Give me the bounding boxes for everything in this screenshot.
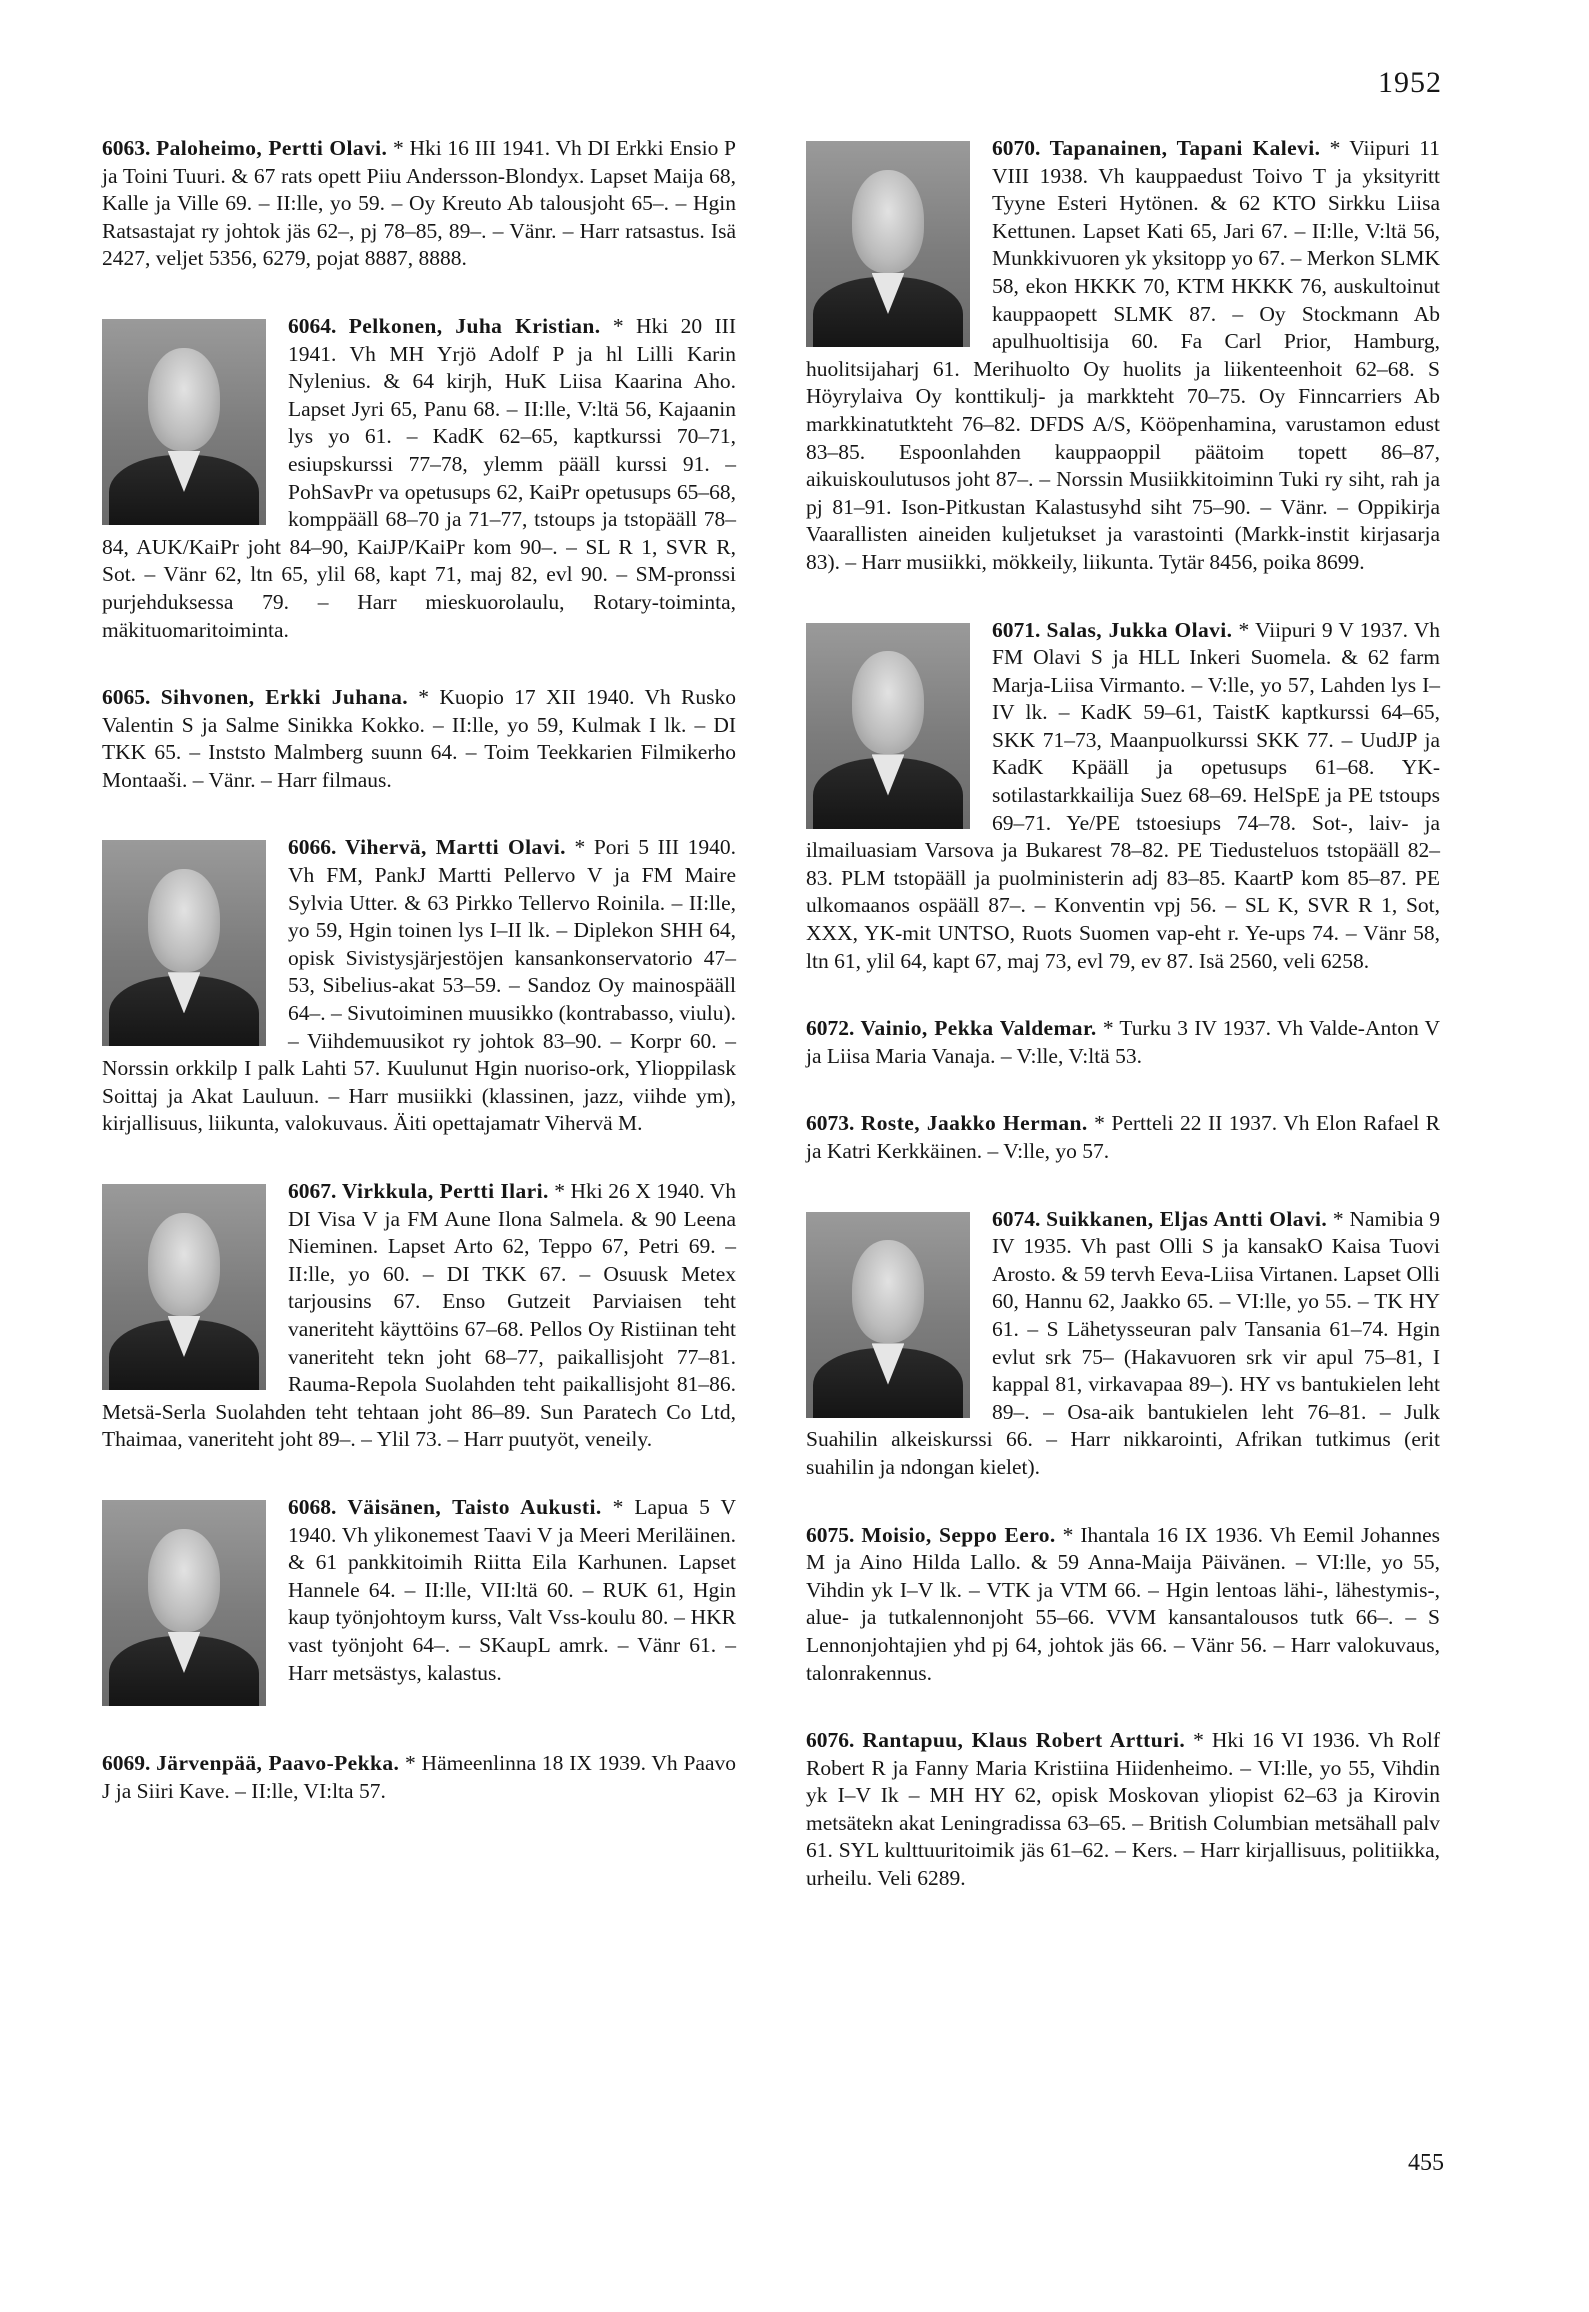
portrait-photo [102,1184,266,1390]
entry-text: * Hämeenlinna 18 IX 1939. Vh Paavo J ja Siiri Kave. – II:lle, VI:lta 57. [102,1750,736,1803]
entry-text: * Hki 16 III 1941. Vh DI Erkki Ensio P ja Toini Tuuri. & 67 rats opett Piiu Andersson-Blondyx. Lapset Maija 68, Kalle ja Ville 69. – II:lle, yo 59. – Oy Kreuto Ab talousjoht 65–. – Hgin Ratsastajat ry johtok jäs 62–, pj 78–85, 89–. – Vänr. – Harr ratsastus. Isä 2427, veljet 5356, 6279, pojat 8887, 8888. [102,136,736,271]
entry-number: 6072. [806,1016,855,1041]
entry-text: * Viipuri 9 V 1937. Vh FM Olavi S ja HLL Inkeri Suomela. & 62 farm Marja-Liisa Virmanto. – V:lle, yo 57, Lahden lys I–IV lk. – KadK 59–61, TaistK kaptkurssi 64–65, SKK 71–73, Maanpuolkurssi SKK 77. – UudJP ja KadK Kpääll ja opetusups 61–68. YK-sotilastarkkailija Suez 68–69. HelSpE ja PE tstoups 69–71. Ye/PE tstoesiups 74–78. Sot-, laiv- ja ilmailuasiam Varsova ja Bukarest 78–82. PE Tiedusteluos tstopääll 82–83. PLM tstopääll ja puolministerin adj 83–85. KaartP kom 85–87. PE ulkomaanos ospääll 87–. – Konventin vpj 56. – SL K, SVR R 1, Sot, XXX, YK-mit UNTSO, Ruots Suomen vap-eht r. Ye-ups 74. – Vänr 58, ltn 61, ylil 64, kapt 67, maj 73, evl 79, ev 87. Isä 2560, veli 6258. [806,617,1440,973]
entry-6066 [102,834,736,1138]
entry-name: Salas, Jukka Olavi. [1046,617,1233,642]
entry-number: 6067. [288,1179,337,1203]
entry-number: 6064. [288,313,337,338]
entry-name: Rantapuu, Klaus Robert Artturi. [862,1728,1186,1753]
portrait-photo [102,840,266,1046]
entry-text: * Pori 5 III 1940. Vh FM, PankJ Martti Pellervo V ja FM Maire Sylvia Utter. & 63 Pirkko Tellervo Roinila. – II:lle, yo 59, Hgin toinen lys I–II lk. – Diplekon SHH 64, opisk Sivistysjärjestöjen kansankonservatorio 47–53, Sibelius-akat 53–59. – Sandoz Oy mainospääll 64–. – Sivutoiminen muusikko (kontrabasso, viulu). – Viihdemuusikot ry johtok 83–90. – Korpr 60. – Norssin orkkilp I palk Lahti 57. Kuulunut Hgin nuoriso-ork, Ylioppilask Soittaj ja Akat Lauluun. – Harr musiikki (klassinen, jazz, viihde ym), kirjallisuus, liikunta, valokuvaus. Äiti opettajamatr Vihervä M. [102,835,737,1136]
entry-text: * Kuopio 17 XII 1940. Vh Rusko Valentin S ja Salme Sinikka Kokko. – II:lle, yo 59, Kulmak I lk. – DI TKK 65. – Inststo Malmberg suunn 64. – Toim Teekkarien Filmikerho Montaaši. – Vänr. – Harr filmaus. [102,685,736,792]
entry-number: 6076. [806,1728,855,1753]
entry-name: Vihervä, Martti Olavi. [344,835,566,860]
entry-text: * Hki 20 III 1941. Vh MH Yrjö Adolf P ja hl Lilli Karin Nylenius. & 64 kirjh, HuK Liisa Kaarina Aho. Lapset Jyri 65, Panu 68. – II:lle, V:ltä 56, Kajaanin lys yo 61. – KadK 62–65, kaptkurssi 70–71, esiupskurssi 77–78, ylemm pääll kurssi 91. – PohSavPr va opetusups 62, KaiPr opetusups 65–68, komppääll 68–70 ja 71–77, tstoups ja tstopääll 78–84, AUK/KaiPr joht 84–90, KaiJP/KaiPr kom 90–. – SL R 1, SVR R, Sot. – Vänr 62, ltn 65, ylil 68, kapt 71, maj 82, evl 90. – SM-pronssi purjehduksessa 79. – Harr mieskuorolaulu, Rotary-toiminta, mäkituomaritoiminta. [102,313,737,642]
entry-text: * Hki 16 VI 1936. Vh Rolf Robert R ja Fanny Maria Kristiina Hiidenheimo. – VI:lle, yo 55, Vihdin yk I–V Ik – MH HY 62, opisk Moskovan yliopist 62–63 ja Kirovin metsätekn akat Leningradissa 63–65. – British Columbian metsähall palv 61. SYL kulttuuritoimik jäs 61–62. – Kers. – Harr kirjallisuus, politiikka, urheilu. Veli 6289. [806,1728,1441,1891]
entry-number: 6070. [992,136,1041,160]
entry-number: 6068. [288,1494,337,1519]
entry-text: * Turku 3 IV 1937. Vh Valde-Anton V ja Liisa Maria Vanaja. – V:lle, V:ltä 53. [806,1016,1440,1068]
entry-number: 6071. [992,617,1041,642]
entry-text: * Lapua 5 V 1940. Vh ylikonemest Taavi V ja Meeri Meriläinen. & 61 pankkitoimih Riitta Eila Karhunen. Lapset Hannele 64. – II:lle, VII:ltä 60. – RUK 61, Hgin kaup työnjohtoym kurss, Valt Vss-koulu 80. – HKR vast työnjoht 64–. – SKaupL amrk. – Vänr 61. – Harr metsästys, kalastus. [288,1494,736,1685]
left-column [102,135,736,1845]
entry-name: Virkkula, Pertti Ilari. [341,1179,549,1203]
right-column [806,135,1440,1933]
entry-number: 6069. [102,1750,151,1775]
entry-name: Väisänen, Taisto Aukusti. [347,1494,602,1519]
entry-number: 6066. [288,835,337,860]
entry-name: Vainio, Pekka Valdemar. [860,1016,1097,1041]
entry-name: Pelkonen, Juha Kristian. [348,313,601,338]
entry-name: Suikkanen, Eljas Antti Olavi. [1046,1206,1328,1231]
portrait-photo [102,1500,266,1706]
entry-6063 [102,135,736,273]
entry-name: Järvenpää, Paavo-Pekka. [156,1750,400,1775]
page-number: 455 [1408,2150,1444,2176]
entry-name: Tapanainen, Tapani Kalevi. [1049,136,1321,160]
entry-number: 6073. [806,1111,855,1136]
entry-6065 [102,684,736,794]
entry-number: 6074. [992,1206,1041,1231]
portrait-photo [806,623,970,829]
entry-6073 [806,1110,1440,1165]
entry-6071 [806,617,1440,976]
entry-6074 [806,1206,1440,1482]
entry-number: 6065. [102,685,151,710]
entry-6076 [806,1727,1440,1893]
entry-text: * Pertteli 22 II 1937. Vh Elon Rafael R ja Katri Kerkkäinen. – V:lle, yo 57. [806,1111,1440,1163]
entry-6070 [806,135,1440,577]
entry-6072 [806,1015,1440,1070]
portrait-photo [806,1212,970,1418]
entry-6064 [102,313,736,644]
entry-name: Sihvonen, Erkki Juhana. [160,685,408,710]
entry-6068 [102,1494,736,1710]
portrait-photo [102,319,266,525]
entry-text: * Hki 26 X 1940. Vh DI Visa V ja FM Aune Ilona Salmela. & 90 Leena Nieminen. Lapset Arto 62, Teppo 67, Petri 69. – II:lle, yo 60. – DI TKK 67. – Osuusk Metex tarjousins 67. Enso Gutzeit Parviaisen teht vaneriteht käyttöins 67–68. Pellos Oy Ristiinan teht vaneriteht tekn joht 68–77, paikallisjoht 77–81. Rauma-Repola Suolahden teht paikallisjoht 81–86. Metsä-Serla Suolahden teht tehtaan joht 86–89. Sun Paratech Co Ltd, Thaimaa, vaneriteht joht 89–. – Ylil 73. – Harr puutyöt, veneily. [102,1179,736,1452]
entry-number: 6063. [102,136,151,160]
entry-name: Roste, Jaakko Herman. [860,1111,1088,1136]
entry-number: 6075. [806,1522,855,1547]
page-year: 1952 [1378,66,1442,99]
entry-text: * Viipuri 11 VIII 1938. Vh kauppaedust Toivo T ja yksityritt Tyyne Esteri Hytönen. & 62 KTO Sirkku Liisa Kettunen. Lapset Kati 65, Jari 67. – II:lle, V:ltä 56, Munkkivuoren yk yksitopp yo 67. – Merkon SLMK 58, ekon HKKK 70, KTM HKKK 76, auskultoinut kauppaopett SLMK 87. – Oy Stockmann Ab apulhuoltisija 60. Fa Carl Prior, Hamburg, huolitsijaharj 61. Merihuolto Oy huolits ja liikenteenhoit 62–68. S Höyrylaiva Oy konttikulj- ja markkteht 70–75. Oy Finncarriers Ab markkinatutkteht 76–82. DFDS A/S, Kööpenhamina, varustamon edust 83–85. Espoonlahden kauppaoppil päätoim topett 86–87, aikuiskoulutusos joht 87–. – Norssin Musiikkitoiminn Tuki ry siht, rah ja pj 81–91. Ison-Pitkustan Kalastusyhd siht 75–90. – Vänr. – Oppikirja Vaarallisten aineiden kuljetukset ja varastointi (Markk-instit kirjasarja 83). – Harr musiikki, mökkeily, liikunta. Tytär 8456, poika 8699. [806,136,1440,574]
portrait-photo [806,141,970,347]
entry-6067 [102,1178,736,1454]
entry-text: * Ihantala 16 IX 1936. Vh Eemil Johannes M ja Aino Hilda Lallo. & 59 Anna-Maija Päivänen. – VI:lle, yo 55, Vihdin yk I–V lk. – VTK ja VTM 66. – Hgin lentoas lähi-, lähestymis-, alue- ja tutkalennonjoht 55–66. VVM kansantalousos tutk 66–. – S Lennonjohtajien yhd pj 64, johtok jäs 66. – Vänr 56. – Harr valokuvaus, talonrakennus. [806,1522,1440,1685]
entry-text: * Namibia 9 IV 1935. Vh past Olli S ja kansakO Kaisa Tuovi Arosto. & 59 tervh Eeva-Liisa Virtanen. Lapset Olli 60, Hannu 62, Jaakko 65. – VI:lle, yo 55. – TK HY 61. – S Lähetysseuran palv Tansania 61–74. Hgin evlut srk 75– (Hakavuoren srk vir apul 75–81, I kappal 81, virkavapaa 89–). HY vs bantukielen leht 89–. – Osa-aik bantukielen leht 76–81. – Julk Suahilin alkeiskurssi 66. – Harr nikkarointi, Afrikan tutkimus (erit suahilin ja ndongan kielet). [806,1206,1440,1479]
entry-name: Moisio, Seppo Eero. [861,1522,1056,1547]
entry-name: Paloheimo, Pertti Olavi. [156,136,388,160]
entry-6069 [102,1750,736,1805]
entry-6075 [806,1522,1440,1688]
